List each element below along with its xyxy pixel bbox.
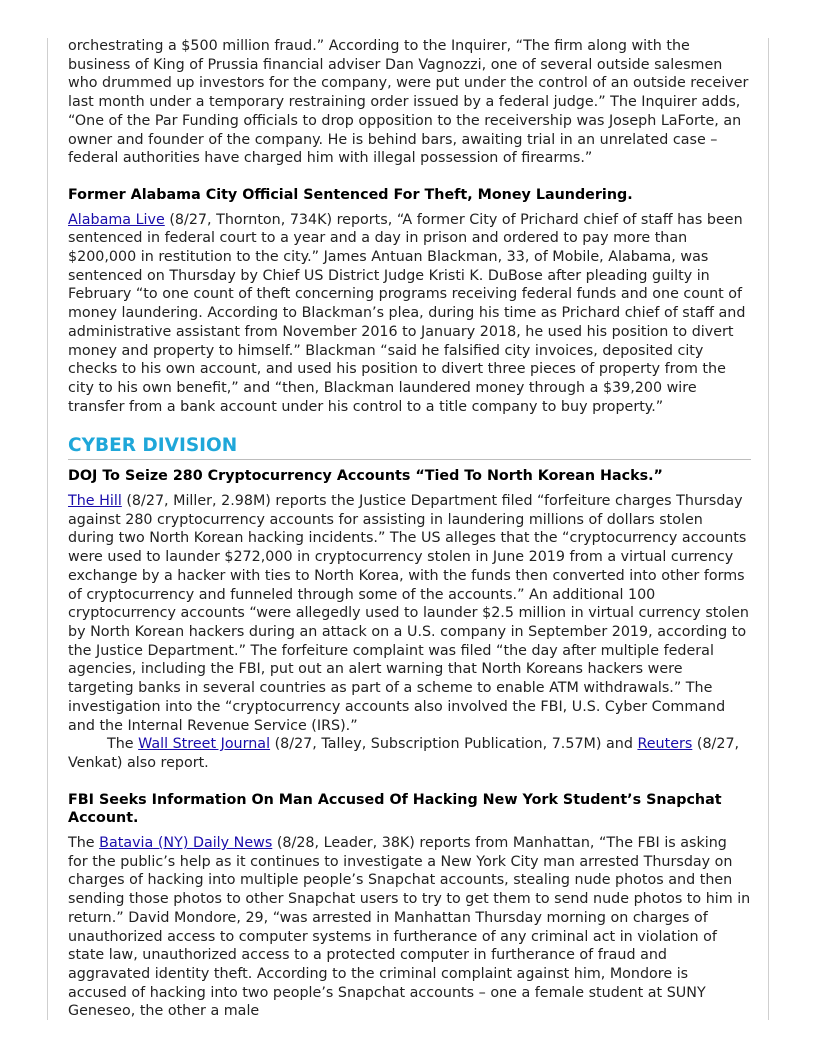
also-prefix: The [107,736,139,753]
article-body [68,211,751,417]
section-heading: CYBER DIVISION [68,434,751,460]
article-headline: FBI Seeks Information On Man Accused Of Hacking New York Student’s Snapchat Account. [68,791,722,827]
article-body-text: (8/28, Leader, 38K) reports from Manhattan, “The FBI is asking for the public’s help as it continues to investigate a New York City man arrested Thursday on charges of hacking into multiple people’s Snapchat accounts, stealing nude photos and then sending those photos to other Snapchat users to try to get them to send nude photos to him in return.” David Mondore, 29, “was arrested in Manhattan Thursday morning on charges of unauthorized access to computer systems in furtherance of any criminal act in violation of state law, unauthorized access to a protected computer in furtherance of fraud and aggravated identity theft. According to the criminal complaint against him, Mondore is accused of hacking into two people’s Snapchat accounts – one a female student at SUNY Geneseo, the other a male [68,835,751,1020]
source-link-batavia-daily-news[interactable]: Batavia (NY) Daily News [99,835,273,852]
article-headline: DOJ To Seize 280 Cryptocurrency Accounts “Tied To North Korean Hacks.” [68,468,663,485]
newsletter-content [68,37,751,1021]
article-body-text: (8/27, Miller, 2.98M) reports the Justice Department filed “forfeiture charges Thursday against 280 cryptocurrency accounts for assisting in laundering millions of dollars stolen during two North Korean hacking incidents.” The US alleges that the “cryptocurrency accounts were used to launder $272,000 in cryptocurrency stolen in June 2019 from a virtual currency exchange by a hacker with ties to North Korea, with the funds then converted into other forms of cryptocurrency and funneled through some of the accounts.” An additional 100 cryptocurrency accounts “were allegedly used to launder $2.5 million in virtual currency stolen by North Korean hackers during an attack on a U.S. company in September 2019, according to the Justice Department.” The forfeiture complaint was filed “the day after multiple federal agencies, including the FBI, put out an alert warning that North Koreans hackers were targeting banks in several countries as part of a scheme to enable ATM withdrawals.” The investigation into the “cryptocurrency accounts also involved the FBI, U.S. Cyber Command and the Internal Revenue Service (IRS).” [68,493,749,734]
article-prefix: The [68,835,100,852]
article-fbi-snapchat [68,791,751,1021]
article-body-text: (8/27, Thornton, 734K) reports, “A former City of Prichard chief of staff has been sentenced in federal court to a year and a day in prison and ordered to pay more than $200,000 in restitution to the city.” James Antuan Blackman, 33, of Mobile, Alabama, was sentenced on Thursday by Chief US District Judge Kristi K. DuBose after pleading guilty in February “to one count of theft concerning programs receiving federal funds and one count of money laundering. According to Blackman’s plea, during his time as Prichard chief of staff and administrative assistant from November 2016 to January 2018, he used his position to divert money and property to himself.” Blackman “said he falsified city invoices, deposited city checks to his own account, and used his position to divert three pieces of property from the city to his own benefit,” and “then, Blackman laundered money through a $39,200 wire transfer from a bank account under his control to a title company to buy property.” [68,211,746,415]
article-doj-crypto [68,467,751,772]
source-link-alabama-live[interactable]: Alabama Live [68,211,165,228]
reuters-meta: (8/27, Venkat) also report. [68,736,740,771]
article-body [68,834,751,1021]
source-link-wall-street-journal[interactable]: Wall Street Journal [138,736,271,753]
article-alabama [68,186,751,416]
article-headline: Former Alabama City Official Sentenced For Theft, Money Laundering. [68,186,633,203]
continued-article-paragraph: orchestrating a $500 million fraud.” According to the Inquirer, “The firm along with the business of King of Prussia financial adviser Dan Vagnozzi, one of several outside salesmen who drummed up investors for the company, were put under the control of an outside receiver last month under a temporary restraining order issued by a federal judge.” The Inquirer adds, “One of the Par Funding officials to drop opposition to the receivership was Joseph LaForte, an owner and founder of the company. He is behind bars, awaiting trial in an unrelated case – federal authorities have charged him with illegal possession of firearms.” [68,38,749,167]
wsj-meta: (8/27, Talley, Subscription Publication, 7.57M) and [270,736,638,753]
left-margin-rule [47,38,48,1020]
right-margin-rule [768,38,769,1020]
source-link-reuters[interactable]: Reuters [637,736,693,753]
article-body [68,492,751,735]
source-link-the-hill[interactable]: The Hill [68,493,122,510]
also-report-line [68,735,751,772]
